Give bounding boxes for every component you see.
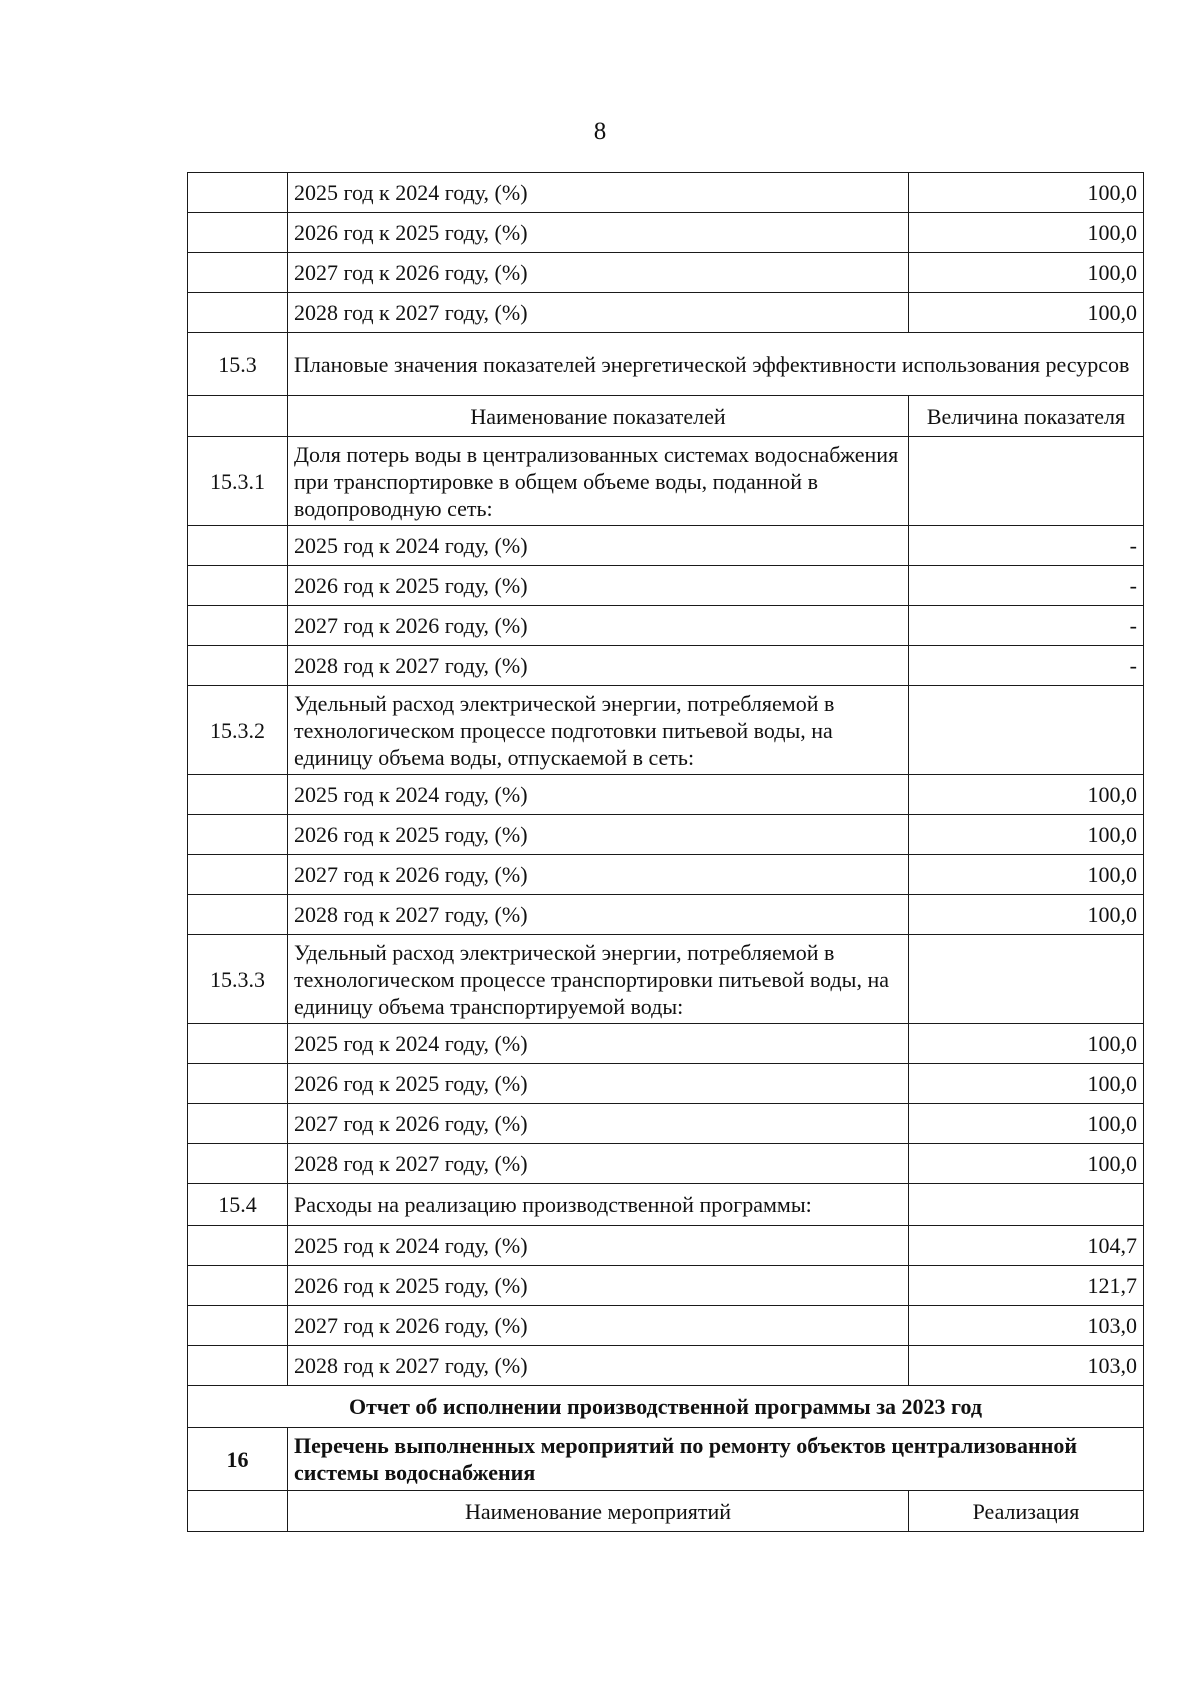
row-number-cell xyxy=(188,396,288,437)
indicator-value: 104,7 xyxy=(909,1226,1144,1266)
section-title: Удельный расход электрической энергии, потребляемой в технологическом процессе подготовки питьевой воды, на единицу объема воды, отпускаемой в сеть: xyxy=(288,686,909,775)
indicator-label: 2025 год к 2024 году, (%) xyxy=(288,173,909,213)
column-header-row xyxy=(188,1491,1144,1532)
empty-value-cell xyxy=(909,686,1144,775)
indicator-label: 2026 год к 2025 году, (%) xyxy=(288,566,909,606)
row-number-cell xyxy=(188,293,288,333)
indicator-label: 2028 год к 2027 году, (%) xyxy=(288,895,909,935)
section-number: 15.3.2 xyxy=(188,686,288,775)
indicator-value: - xyxy=(909,646,1144,686)
row-number-cell xyxy=(188,173,288,213)
indicator-value: 100,0 xyxy=(909,895,1144,935)
indicator-value: 100,0 xyxy=(909,173,1144,213)
row-number-cell xyxy=(188,253,288,293)
indicator-value: 100,0 xyxy=(909,815,1144,855)
section-row xyxy=(188,437,1144,526)
empty-value-cell xyxy=(909,437,1144,526)
indicator-label: 2027 год к 2026 году, (%) xyxy=(288,1104,909,1144)
table-row xyxy=(188,855,1144,895)
indicator-label: 2027 год к 2026 году, (%) xyxy=(288,1306,909,1346)
indicator-label: 2025 год к 2024 году, (%) xyxy=(288,1024,909,1064)
indicator-value: 100,0 xyxy=(909,1024,1144,1064)
section-title: Перечень выполненных мероприятий по ремонту объектов централизованной системы водоснабжения xyxy=(288,1428,1144,1491)
column-header-name: Наименование показателей xyxy=(288,396,909,437)
indicator-value: 100,0 xyxy=(909,775,1144,815)
page-number: 8 xyxy=(593,118,607,145)
row-number-cell xyxy=(188,1144,288,1184)
table-row xyxy=(188,1226,1144,1266)
row-number-cell xyxy=(188,895,288,935)
indicator-label: 2026 год к 2025 году, (%) xyxy=(288,1266,909,1306)
indicator-value: 100,0 xyxy=(909,1064,1144,1104)
report-heading-row xyxy=(188,1386,1144,1428)
column-header-value: Величина показателя xyxy=(909,396,1144,437)
row-number-cell xyxy=(188,815,288,855)
indicator-label: 2028 год к 2027 году, (%) xyxy=(288,293,909,333)
indicator-label: 2025 год к 2024 году, (%) xyxy=(288,526,909,566)
indicator-label: 2028 год к 2027 году, (%) xyxy=(288,1346,909,1386)
table-row xyxy=(188,293,1144,333)
section-row xyxy=(188,1184,1144,1226)
indicator-value: - xyxy=(909,566,1144,606)
table-row xyxy=(188,1064,1144,1104)
indicator-label: 2026 год к 2025 году, (%) xyxy=(288,815,909,855)
row-number-cell xyxy=(188,855,288,895)
row-number-cell xyxy=(188,213,288,253)
row-number-cell xyxy=(188,775,288,815)
row-number-cell xyxy=(188,1024,288,1064)
indicator-value: 100,0 xyxy=(909,253,1144,293)
table-row xyxy=(188,1346,1144,1386)
row-number-cell xyxy=(188,566,288,606)
table-row xyxy=(188,1306,1144,1346)
indicator-label: 2025 год к 2024 году, (%) xyxy=(288,1226,909,1266)
indicator-label: 2025 год к 2024 году, (%) xyxy=(288,775,909,815)
section-title: Удельный расход электрической энергии, потребляемой в технологическом процессе транспортировки питьевой воды, на единицу объема транспортируемой воды: xyxy=(288,935,909,1024)
row-number-cell xyxy=(188,606,288,646)
section-title: Плановые значения показателей энергетической эффективности использования ресурсов xyxy=(288,333,1144,396)
indicator-value: 100,0 xyxy=(909,855,1144,895)
row-number-cell xyxy=(188,1104,288,1144)
row-number-cell xyxy=(188,526,288,566)
empty-value-cell xyxy=(909,1184,1144,1226)
row-number-cell xyxy=(188,646,288,686)
table-row xyxy=(188,1144,1144,1184)
table-row xyxy=(188,253,1144,293)
section-number: 15.3 xyxy=(188,333,288,396)
section-row xyxy=(188,935,1144,1024)
table-row xyxy=(188,895,1144,935)
row-number-cell xyxy=(188,1226,288,1266)
table-row xyxy=(188,173,1144,213)
table-row xyxy=(188,526,1144,566)
row-number-cell xyxy=(188,1064,288,1104)
section-title: Доля потерь воды в централизованных системах водоснабжения при транспортировке в общем объеме воды, поданной в водопроводную сеть: xyxy=(288,437,909,526)
indicator-value: 103,0 xyxy=(909,1306,1144,1346)
section-title: Расходы на реализацию производственной программы: xyxy=(288,1184,909,1226)
table-row xyxy=(188,646,1144,686)
indicator-label: 2028 год к 2027 году, (%) xyxy=(288,646,909,686)
indicators-table xyxy=(187,172,1144,1532)
indicator-label: 2027 год к 2026 году, (%) xyxy=(288,855,909,895)
indicator-label: 2026 год к 2025 году, (%) xyxy=(288,1064,909,1104)
indicator-label: 2027 год к 2026 году, (%) xyxy=(288,253,909,293)
indicator-label: 2028 год к 2027 году, (%) xyxy=(288,1144,909,1184)
table-row xyxy=(188,775,1144,815)
indicator-value: - xyxy=(909,526,1144,566)
row-number-cell xyxy=(188,1306,288,1346)
report-heading: Отчет об исполнении производственной программы за 2023 год xyxy=(188,1386,1144,1428)
column-header-name: Наименование мероприятий xyxy=(288,1491,909,1532)
table-row xyxy=(188,1266,1144,1306)
section-row xyxy=(188,686,1144,775)
table-row xyxy=(188,1104,1144,1144)
row-number-cell xyxy=(188,1346,288,1386)
section-number: 15.4 xyxy=(188,1184,288,1226)
indicator-value: 100,0 xyxy=(909,1104,1144,1144)
indicator-value: 100,0 xyxy=(909,213,1144,253)
section-number: 15.3.1 xyxy=(188,437,288,526)
table-row xyxy=(188,1024,1144,1064)
indicator-value: 100,0 xyxy=(909,1144,1144,1184)
section-number: 16 xyxy=(188,1428,288,1491)
row-number-cell xyxy=(188,1266,288,1306)
table-row xyxy=(188,213,1144,253)
indicator-value: 103,0 xyxy=(909,1346,1144,1386)
table-row xyxy=(188,815,1144,855)
empty-value-cell xyxy=(909,935,1144,1024)
indicator-value: - xyxy=(909,606,1144,646)
column-header-row xyxy=(188,396,1144,437)
table-row xyxy=(188,566,1144,606)
section-row xyxy=(188,1428,1144,1491)
row-number-cell xyxy=(188,1491,288,1532)
indicator-label: 2027 год к 2026 году, (%) xyxy=(288,606,909,646)
section-number: 15.3.3 xyxy=(188,935,288,1024)
indicator-value: 100,0 xyxy=(909,293,1144,333)
indicator-value: 121,7 xyxy=(909,1266,1144,1306)
table-row xyxy=(188,606,1144,646)
indicator-label: 2026 год к 2025 году, (%) xyxy=(288,213,909,253)
section-row xyxy=(188,333,1144,396)
column-header-value: Реализация xyxy=(909,1491,1144,1532)
